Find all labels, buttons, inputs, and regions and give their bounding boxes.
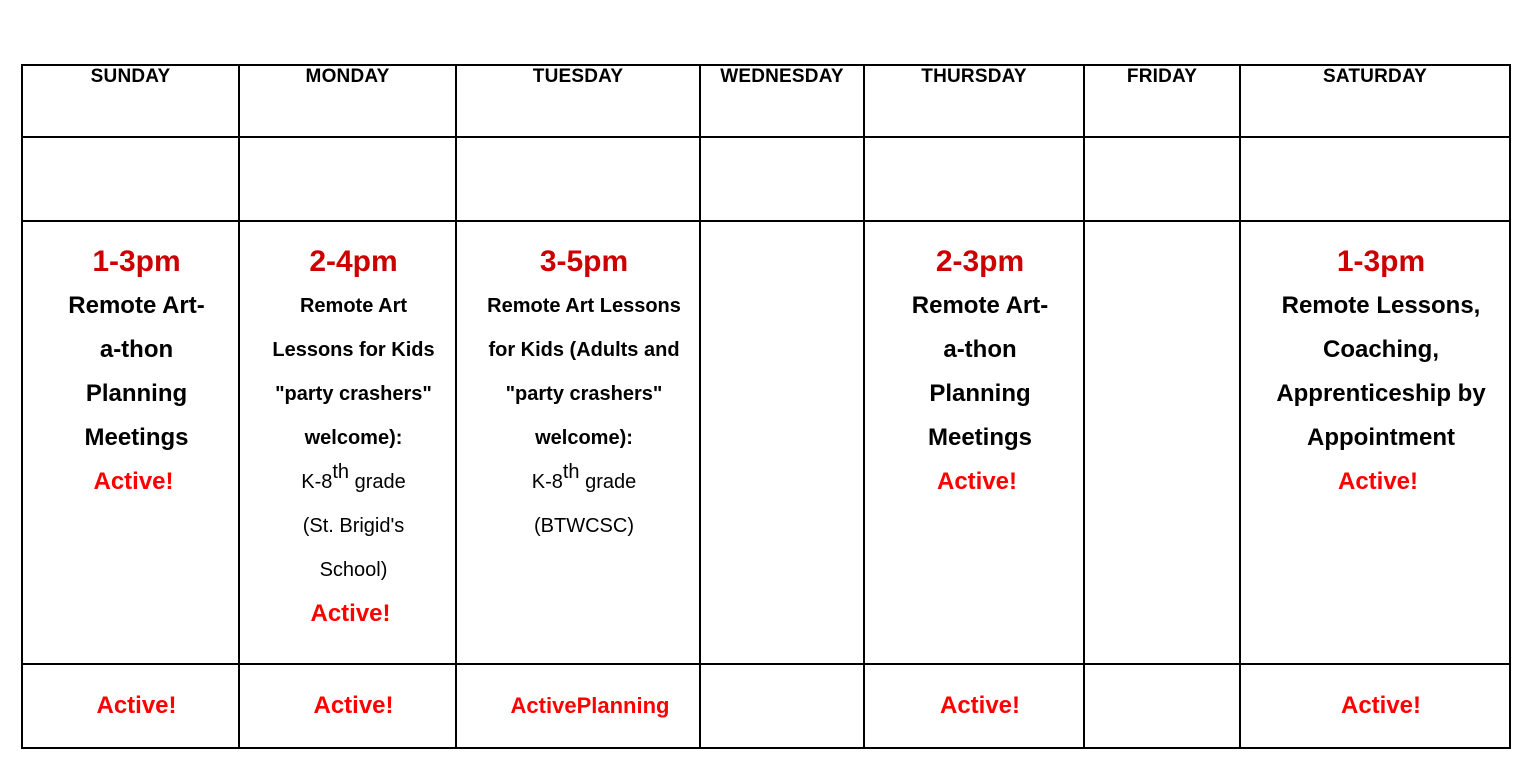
- sunday-footer-status: Active!: [96, 692, 177, 719]
- monday-title-line: welcome):: [304, 427, 403, 449]
- tuesday-footer-status: ActivePlanning: [510, 693, 670, 718]
- sunday-title-line: Meetings: [84, 424, 189, 451]
- blank-cell: [239, 137, 456, 221]
- tuesday-event-cell: [456, 221, 700, 664]
- tuesday-title-line: "party crashers": [505, 383, 663, 405]
- saturday-event-cell: [1240, 221, 1510, 664]
- monday-school-line: School): [319, 559, 388, 581]
- monday-footer-status: Active!: [313, 692, 394, 719]
- monday-event-cell: [239, 221, 456, 664]
- sunday-status: Active!: [93, 468, 174, 495]
- thursday-event-cell: [864, 221, 1084, 664]
- blank-cell: [700, 137, 864, 221]
- thursday-title-line: Remote Art-: [911, 292, 1049, 319]
- saturday-time: 1-3pm: [1336, 245, 1426, 278]
- tuesday-title-line: Remote Art Lessons: [487, 295, 681, 317]
- grade-superscript: th: [562, 461, 580, 484]
- saturday-footer-cell: [1240, 664, 1510, 748]
- sunday-title-line: Planning: [85, 380, 188, 407]
- monday-title-line: "party crashers": [275, 383, 432, 405]
- monday-status: Active!: [310, 600, 391, 627]
- day-header-tuesday: TUESDAY: [456, 65, 700, 137]
- saturday-title-line: Apprenticeship by: [1276, 380, 1486, 407]
- friday-event-cell: [1084, 221, 1240, 664]
- grade-superscript: th: [332, 461, 350, 484]
- blank-cell: [1240, 137, 1510, 221]
- grade-suffix: grade: [579, 471, 637, 493]
- blank-cell: [864, 137, 1084, 221]
- thursday-status: Active!: [936, 468, 1018, 495]
- monday-title-line: Remote Art: [299, 295, 408, 317]
- thursday-footer-cell: [864, 664, 1084, 748]
- thursday-title-line: Meetings: [927, 424, 1032, 451]
- tuesday-school-line: (BTWCSC): [534, 515, 634, 537]
- friday-footer-status: [1156, 692, 1168, 719]
- header-row: [22, 65, 1510, 137]
- day-header-sunday: SUNDAY: [22, 65, 239, 137]
- day-header-thursday: THURSDAY: [864, 65, 1084, 137]
- grade-prefix: K-8: [531, 471, 563, 493]
- day-header-monday: MONDAY: [239, 65, 456, 137]
- tuesday-footer-cell: [456, 664, 700, 748]
- tuesday-title-line: for Kids (Adults and: [488, 339, 680, 361]
- sunday-time: 1-3pm: [92, 245, 181, 278]
- monday-time: 2-4pm: [309, 245, 398, 278]
- monday-footer-cell: [239, 664, 456, 748]
- wednesday-event-cell: [700, 221, 864, 664]
- sunday-title-line: a-thon: [99, 336, 174, 363]
- thursday-time: 2-3pm: [935, 245, 1025, 278]
- day-header-saturday: SATURDAY: [1240, 65, 1510, 137]
- blank-cell: [456, 137, 700, 221]
- grade-suffix: grade: [349, 471, 406, 493]
- saturday-title-line: Appointment: [1307, 424, 1455, 451]
- monday-title-line: Lessons for Kids: [272, 339, 435, 361]
- monday-grade: [240, 460, 455, 504]
- sunday-footer-cell: [22, 664, 239, 748]
- thursday-title-line: Planning: [929, 380, 1031, 407]
- weekly-schedule-table: [21, 64, 1511, 749]
- day-header-friday: FRIDAY: [1084, 65, 1240, 137]
- blank-cell: [22, 137, 239, 221]
- friday-footer-cell: [1084, 664, 1240, 748]
- footer-row: [22, 664, 1510, 748]
- blank-cell: [1084, 137, 1240, 221]
- monday-school-line: (St. Brigid's: [302, 515, 405, 537]
- saturday-footer-status: Active!: [1340, 692, 1422, 719]
- sunday-title-line: Remote Art-: [68, 292, 205, 319]
- tuesday-title-line: welcome):: [535, 427, 633, 449]
- thursday-footer-status: Active!: [939, 692, 1021, 719]
- tuesday-time: 3-5pm: [539, 245, 629, 278]
- thursday-title-line: a-thon: [943, 336, 1017, 363]
- wednesday-footer-status: [776, 692, 788, 719]
- saturday-title-line: Coaching,: [1322, 336, 1439, 363]
- day-header-wednesday: WEDNESDAY: [700, 65, 864, 137]
- wednesday-footer-cell: [700, 664, 864, 748]
- grade-prefix: K-8: [301, 471, 333, 493]
- saturday-title-line: Remote Lessons,: [1281, 292, 1481, 319]
- saturday-status: Active!: [1337, 468, 1419, 495]
- blank-row: [22, 137, 1510, 221]
- events-row: [22, 221, 1510, 664]
- tuesday-grade: [457, 460, 699, 504]
- sunday-event-cell: [22, 221, 239, 664]
